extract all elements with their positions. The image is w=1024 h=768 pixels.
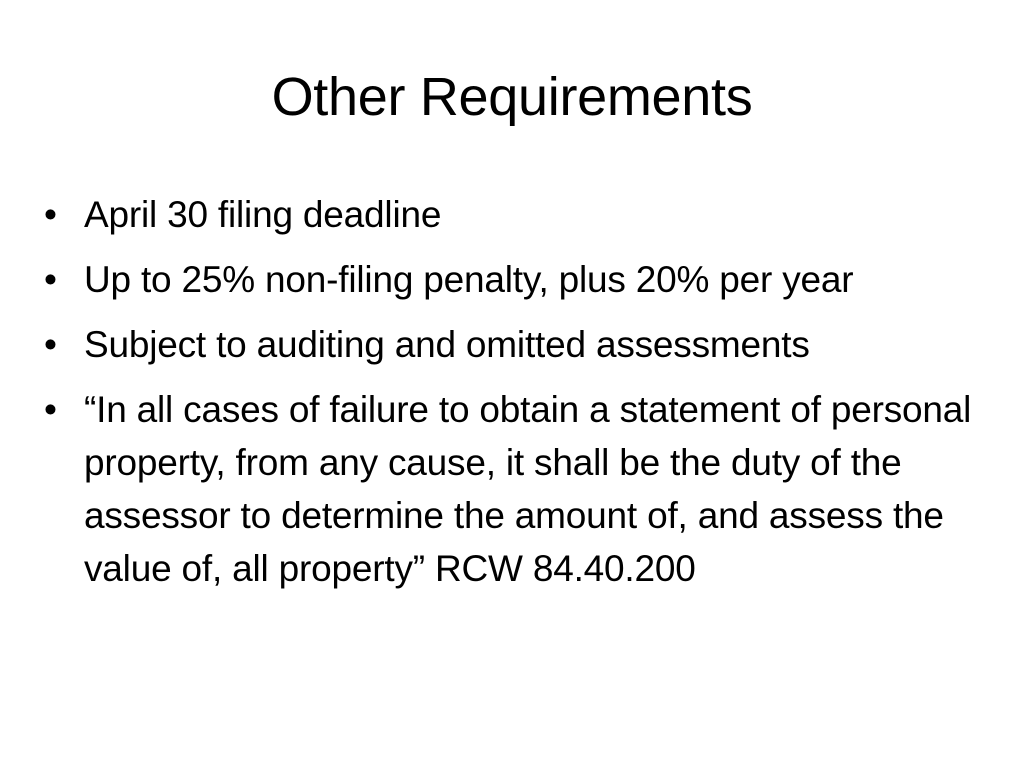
bullet-dot-icon: • [44,324,57,365]
bullet-text: “In all cases of failure to obtain a statement of personal property, from any cause, it shall be the duty of the assessor to determine the amount of, and assess the value of, all property” RCW 84.40.200 [84,389,972,589]
bullet-item-penalty [44,253,994,306]
slide-title: Other Requirements [271,67,753,127]
bullet-dot-icon: • [44,194,57,235]
bullet-item-filing-deadline [44,188,994,241]
bullet-dot-icon: • [44,389,57,430]
bullet-item-rcw-quote [44,383,994,595]
bullet-text: Subject to auditing and omitted assessments [84,324,810,365]
bullet-list [44,188,994,607]
bullet-dot-icon: • [44,259,57,300]
bullet-text: Up to 25% non-filing penalty, plus 20% per year [84,259,854,300]
bullet-text: April 30 filing deadline [84,194,442,235]
bullet-item-auditing [44,318,994,371]
